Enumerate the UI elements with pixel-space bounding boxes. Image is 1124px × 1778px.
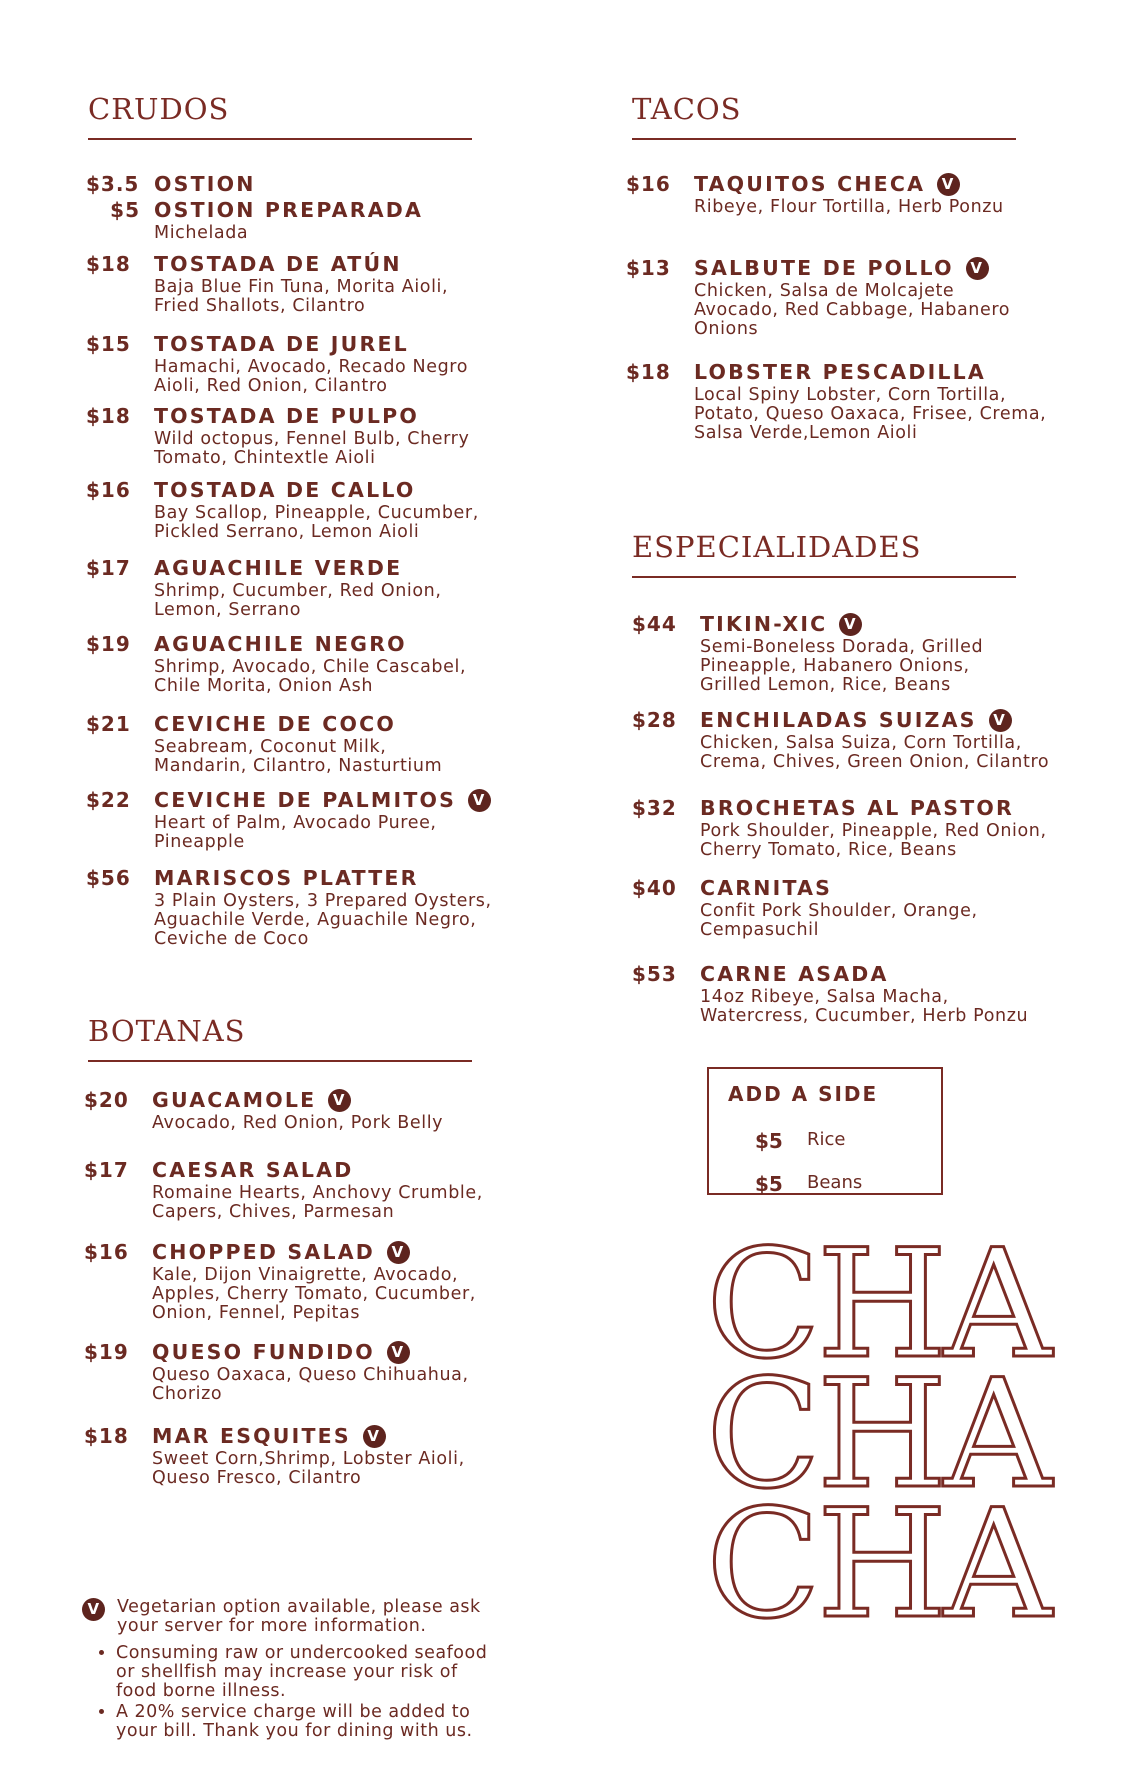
item-description: 14oz Ribeye, Salsa Macha, Watercress, Cucumber, Herb Ponzu bbox=[700, 987, 1029, 1026]
item-description: Avocado, Red Onion, Pork Belly bbox=[152, 1113, 444, 1133]
item-description: Baja Blue Fin Tuna, Morita Aioli, Fried Shallots, Cilantro bbox=[154, 277, 449, 316]
item-description: Shrimp, Avocado, Chile Cascabel, Chile Morita, Onion Ash bbox=[154, 657, 467, 696]
item-body bbox=[154, 788, 506, 852]
vegetarian-icon: V bbox=[363, 1425, 386, 1448]
menu-item bbox=[84, 1088, 504, 1133]
menu-item bbox=[632, 612, 1072, 695]
tacos-section bbox=[632, 92, 1016, 140]
item-description: Queso Oaxaca, Queso Chihuahua, Chorizo bbox=[152, 1365, 469, 1404]
item-name-row bbox=[154, 198, 423, 222]
vegetarian-icon: V bbox=[937, 173, 960, 196]
item-name: OSTION bbox=[154, 172, 256, 196]
item-name-row bbox=[154, 478, 416, 502]
vegetarian-icon: V bbox=[387, 1241, 410, 1264]
item-description: Michelada bbox=[154, 223, 249, 243]
item-name: TOSTADA DE CALLO bbox=[154, 478, 416, 502]
menu-item bbox=[626, 256, 1056, 339]
logo-line: CHA bbox=[706, 1218, 1048, 1392]
item-name-row bbox=[154, 712, 396, 736]
menu-item bbox=[626, 360, 1056, 443]
item-name: CARNE ASADA bbox=[700, 962, 889, 986]
item-description: Seabream, Coconut Milk, Mandarin, Cilantro, Nasturtium bbox=[154, 737, 443, 776]
item-name-row bbox=[154, 788, 491, 812]
section-title-tacos: TACOS bbox=[632, 92, 1016, 140]
menu-item bbox=[86, 632, 506, 696]
item-description: Chicken, Salsa Suiza, Corn Tortilla, Crema, Chives, Green Onion, Cilantro bbox=[700, 733, 1050, 772]
item-description: Confit Pork Shoulder, Orange, Cempasuchil bbox=[700, 901, 978, 940]
item-description: Kale, Dijon Vinaigrette, Avocado, Apples, Cherry Tomato, Cucumber, Onion, Fennel, Pepitas bbox=[152, 1265, 476, 1323]
item-description: Sweet Corn,Shrimp, Lobster Aioli, Queso Fresco, Cilantro bbox=[152, 1449, 465, 1488]
item-price: $22 bbox=[86, 788, 131, 812]
side-item bbox=[755, 1129, 845, 1153]
item-description: Semi-Boneless Dorada, Grilled Pineapple, Habanero Onions, Grilled Lemon, Rice, Beans bbox=[700, 637, 984, 695]
side-price: $5 bbox=[755, 1172, 783, 1196]
item-body bbox=[152, 1424, 504, 1488]
vegetarian-icon: V bbox=[839, 613, 862, 636]
item-name: BROCHETAS AL PASTOR bbox=[700, 796, 1015, 820]
item-price: $16 bbox=[86, 478, 131, 502]
item-price: $53 bbox=[632, 962, 677, 986]
item-name-row bbox=[700, 876, 832, 900]
item-price: $28 bbox=[632, 708, 677, 732]
item-body bbox=[154, 478, 506, 542]
item-body bbox=[154, 198, 506, 243]
item-name-row bbox=[694, 360, 986, 384]
item-body bbox=[694, 256, 1056, 339]
vegetarian-icon: V bbox=[387, 1341, 410, 1364]
item-body bbox=[700, 708, 1072, 772]
vegetarian-icon: V bbox=[966, 257, 989, 280]
item-body bbox=[700, 962, 1072, 1026]
logo-line: CHA bbox=[706, 1478, 1048, 1652]
item-price: $18 bbox=[626, 360, 671, 384]
menu-item bbox=[86, 866, 506, 949]
item-name: TIKIN-XIC bbox=[700, 612, 828, 636]
add-a-side-title: ADD A SIDE bbox=[728, 1082, 879, 1106]
item-name-row bbox=[152, 1340, 410, 1364]
item-price: $19 bbox=[86, 632, 131, 656]
item-price: $19 bbox=[84, 1340, 129, 1364]
menu-item bbox=[84, 1240, 504, 1323]
crudos-section bbox=[88, 92, 472, 140]
item-price: $3.5 bbox=[86, 172, 140, 196]
item-name: CEVICHE DE COCO bbox=[154, 712, 396, 736]
item-price: $16 bbox=[84, 1240, 129, 1264]
item-body bbox=[700, 612, 1072, 695]
notes-list bbox=[82, 1644, 502, 1741]
menu-item bbox=[84, 1424, 504, 1488]
botanas-section bbox=[88, 1014, 472, 1062]
note-service-charge: • A 20% service charge will be added to your bill. Thank you for dining with us. bbox=[116, 1703, 502, 1741]
menu-item bbox=[86, 788, 506, 852]
menu-item bbox=[632, 708, 1072, 772]
menu-item bbox=[86, 198, 506, 243]
item-name: CEVICHE DE PALMITOS bbox=[154, 788, 457, 812]
item-name-row bbox=[152, 1240, 410, 1264]
item-name: MARISCOS PLATTER bbox=[154, 866, 419, 890]
footer-notes bbox=[82, 1598, 502, 1743]
item-description: Local Spiny Lobster, Corn Tortilla, Potato, Queso Oaxaca, Frisee, Crema, Salsa Verde,Lemon Aioli bbox=[694, 385, 1047, 443]
item-name: AGUACHILE VERDE bbox=[154, 556, 403, 580]
vegetarian-icon: V bbox=[82, 1598, 105, 1621]
item-name-row bbox=[154, 632, 407, 656]
especialidades-section bbox=[632, 530, 1016, 578]
item-name-row bbox=[152, 1158, 353, 1182]
item-name: OSTION PREPARADA bbox=[154, 198, 424, 222]
item-body bbox=[154, 712, 506, 776]
item-name: CARNITAS bbox=[700, 876, 833, 900]
item-description: Hamachi, Avocado, Recado Negro Aioli, Red Onion, Cilantro bbox=[154, 357, 468, 396]
item-name-row bbox=[694, 172, 960, 196]
menu-item bbox=[632, 962, 1072, 1026]
item-price: $18 bbox=[86, 404, 131, 428]
item-name-row bbox=[700, 612, 862, 636]
item-name-row bbox=[154, 404, 419, 428]
item-price: $17 bbox=[86, 556, 131, 580]
side-price: $5 bbox=[755, 1129, 783, 1153]
item-name-row bbox=[152, 1088, 351, 1112]
item-description: Heart of Palm, Avocado Puree, Pineapple bbox=[154, 813, 437, 852]
item-name: GUACAMOLE bbox=[152, 1088, 317, 1112]
logo-line: CHA bbox=[706, 1348, 1048, 1522]
item-body bbox=[154, 632, 506, 696]
item-body bbox=[700, 796, 1072, 860]
item-price: $5 bbox=[110, 198, 140, 222]
item-price: $16 bbox=[626, 172, 671, 196]
item-description: Romaine Hearts, Anchovy Crumble, Capers, Chives, Parmesan bbox=[152, 1183, 483, 1222]
item-name-row bbox=[154, 332, 409, 356]
item-name: ENCHILADAS SUIZAS bbox=[700, 708, 977, 732]
menu-item bbox=[84, 1158, 504, 1222]
item-name: TOSTADA DE JUREL bbox=[154, 332, 409, 356]
item-description: 3 Plain Oysters, 3 Prepared Oysters, Aguachile Verde, Aguachile Negro, Ceviche de Coco bbox=[154, 891, 492, 949]
vegetarian-icon: V bbox=[468, 789, 491, 812]
item-name-row bbox=[152, 1424, 386, 1448]
item-name-row bbox=[154, 172, 256, 196]
item-price: $18 bbox=[86, 252, 131, 276]
item-price: $21 bbox=[86, 712, 131, 736]
section-title-especialidades: ESPECIALIDADES bbox=[632, 530, 1016, 578]
item-body bbox=[154, 172, 506, 196]
vegetarian-icon: V bbox=[328, 1089, 351, 1112]
item-name-row bbox=[700, 708, 1012, 732]
section-title-crudos: CRUDOS bbox=[88, 92, 472, 140]
add-a-side-box bbox=[707, 1067, 943, 1195]
item-body bbox=[154, 252, 506, 316]
item-name: QUESO FUNDIDO bbox=[152, 1340, 375, 1364]
menu-item bbox=[626, 172, 1056, 217]
item-body bbox=[700, 876, 1072, 940]
menu-item bbox=[86, 556, 506, 620]
item-price: $15 bbox=[86, 332, 131, 356]
item-name: SALBUTE DE POLLO bbox=[694, 256, 954, 280]
menu-item bbox=[632, 796, 1072, 860]
item-name: TOSTADA DE PULPO bbox=[154, 404, 419, 428]
item-name-row bbox=[154, 252, 402, 276]
item-name: TOSTADA DE ATÚN bbox=[154, 252, 402, 276]
item-name: MAR ESQUITES bbox=[152, 1424, 351, 1448]
menu-item bbox=[632, 876, 1072, 940]
section-title-botanas: BOTANAS bbox=[88, 1014, 472, 1062]
item-description: Wild octopus, Fennel Bulb, Cherry Tomato, Chintextle Aioli bbox=[154, 429, 470, 468]
vegetarian-note-text: Vegetarian option available, please ask your server for more information. bbox=[117, 1597, 481, 1636]
item-name: LOBSTER PESCADILLA bbox=[694, 360, 986, 384]
item-body bbox=[152, 1240, 504, 1323]
item-description: Ribeye, Flour Tortilla, Herb Ponzu bbox=[694, 197, 1004, 217]
item-body bbox=[154, 332, 506, 396]
item-price: $32 bbox=[632, 796, 677, 820]
cha-cha-cha-logo bbox=[706, 1218, 1048, 1652]
item-body bbox=[152, 1340, 504, 1404]
item-description: Pork Shoulder, Pineapple, Red Onion, Cherry Tomato, Rice, Beans bbox=[700, 821, 1047, 860]
item-name: AGUACHILE NEGRO bbox=[154, 632, 407, 656]
item-name: CHOPPED SALAD bbox=[152, 1240, 376, 1264]
item-name: CAESAR SALAD bbox=[152, 1158, 354, 1182]
item-body bbox=[152, 1088, 504, 1133]
item-body bbox=[154, 866, 506, 949]
item-name: TAQUITOS CHECA bbox=[694, 172, 926, 196]
note-raw-seafood: • Consuming raw or undercooked seafood or shellfish may increase your risk of food borne illness. bbox=[116, 1644, 502, 1701]
item-description: Shrimp, Cucumber, Red Onion, Lemon, Serrano bbox=[154, 581, 442, 620]
item-name-row bbox=[154, 866, 419, 890]
item-price: $18 bbox=[84, 1424, 129, 1448]
item-body bbox=[694, 360, 1056, 443]
item-body bbox=[154, 404, 506, 468]
item-price: $56 bbox=[86, 866, 131, 890]
item-name-row bbox=[694, 256, 989, 280]
menu-item bbox=[86, 404, 506, 468]
item-price: $13 bbox=[626, 256, 671, 280]
item-body bbox=[152, 1158, 504, 1222]
item-price: $40 bbox=[632, 876, 677, 900]
item-price: $44 bbox=[632, 612, 677, 636]
menu-item bbox=[86, 332, 506, 396]
item-name-row bbox=[700, 796, 1014, 820]
menu-item bbox=[86, 478, 506, 542]
item-description: Bay Scallop, Pineapple, Cucumber, Pickled Serrano, Lemon Aioli bbox=[154, 503, 479, 542]
vegetarian-icon: V bbox=[989, 709, 1012, 732]
vegetarian-note bbox=[82, 1598, 502, 1636]
item-body bbox=[154, 556, 506, 620]
menu-item bbox=[86, 712, 506, 776]
item-price: $20 bbox=[84, 1088, 129, 1112]
item-body bbox=[694, 172, 1056, 217]
side-name: Rice bbox=[807, 1129, 846, 1150]
item-name-row bbox=[154, 556, 402, 580]
menu-item bbox=[84, 1340, 504, 1404]
item-name-row bbox=[700, 962, 889, 986]
side-item bbox=[755, 1172, 862, 1196]
item-description: Chicken, Salsa de Molcajete Avocado, Red Cabbage, Habanero Onions bbox=[694, 281, 1011, 339]
menu-item bbox=[86, 172, 506, 196]
side-name: Beans bbox=[807, 1172, 863, 1193]
item-price: $17 bbox=[84, 1158, 129, 1182]
menu-item bbox=[86, 252, 506, 316]
